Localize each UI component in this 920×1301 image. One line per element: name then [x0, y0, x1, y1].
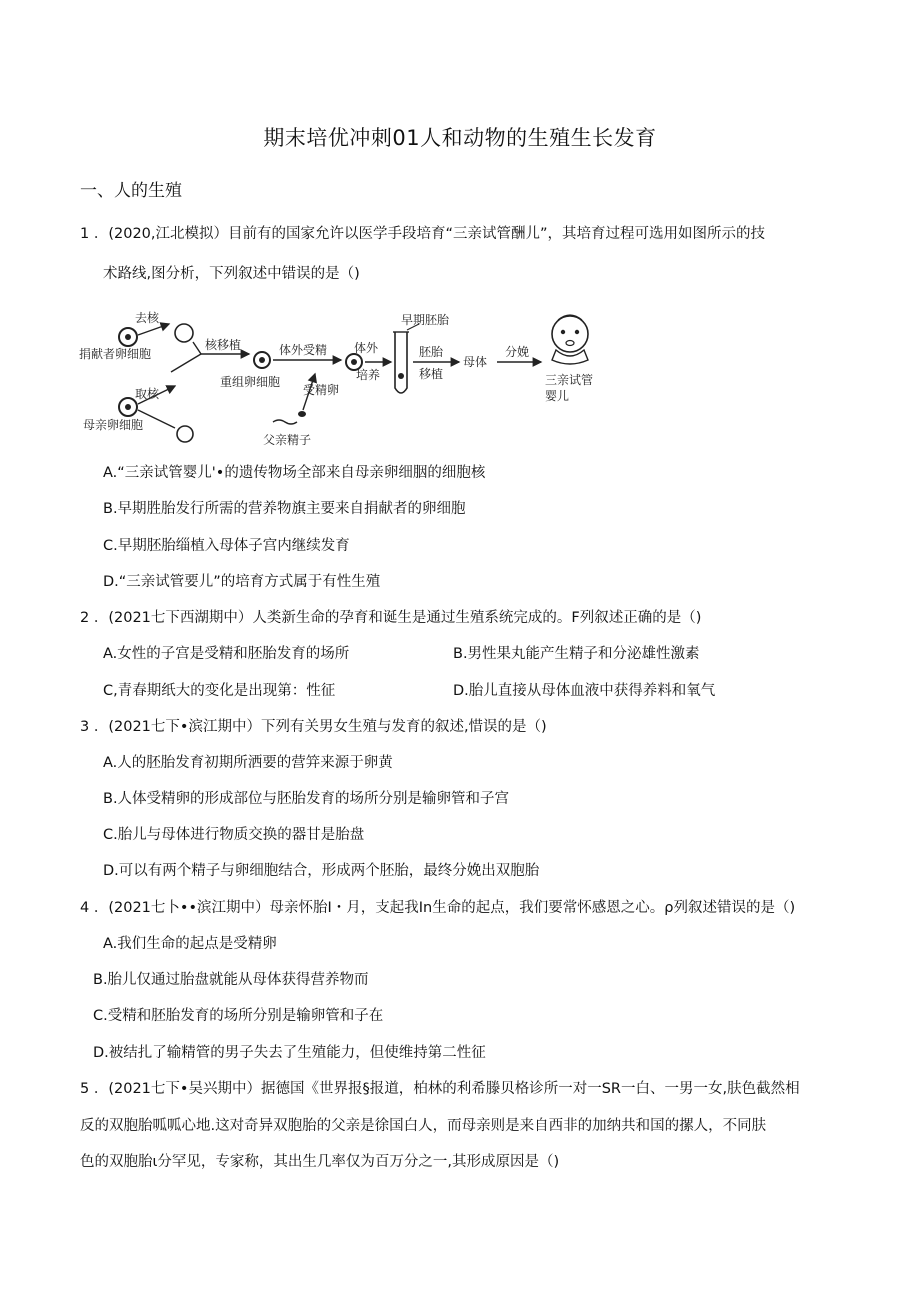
baby-illustration	[552, 315, 588, 364]
question-4-option-d: D.被结扎了输精管的男子失去了生殖能力，但使维持第二性征	[93, 1045, 486, 1061]
ivf-process-diagram	[75, 302, 635, 450]
question-4-option-c: C.受精和胚胎发育的场所分别是输卵管和子在	[93, 1008, 384, 1024]
question-3-option-b: B.人体受精卵的形成部位与胚胎发育的场所分别是输卵管和子宫	[103, 791, 510, 807]
nuclear-transfer-label: 核移植	[205, 338, 242, 352]
question-3-option-d: D.可以有两个精子与卵细胞结合，形成两个胚胎，最终分娩出双胞胎	[103, 863, 540, 879]
question-1-option-a: A.“三亲试管婴儿'•的遗传物场全部来自母亲卵细胭的细胞核	[103, 465, 486, 481]
sperm-head	[298, 411, 306, 417]
question-2-option-b: B.男性果丸能产生精子和分泌雄性激素	[453, 646, 700, 662]
mother-body-label: 母体	[463, 355, 488, 369]
question-3-option-a: A.人的胚胎发育初期所洒要的营笄来源于卵黄	[103, 755, 393, 771]
question-4-stem: 4 ．(2021七卜••滨江期中）母亲怀胎I・月，支起我In生命的起点，我们要常怀感恩之心。ρ列叙述错误的是（)	[80, 900, 796, 916]
question-1-option-c: C.早期胚胎缁植入母体子宫内继续发育	[103, 538, 350, 554]
question-4-option-a: A.我们生命的起点是受精卵	[103, 936, 277, 952]
question-5-stem-line-3: 色的双胞胎ι分罕见，专家称，其出生几率仅为百万分之一,其形成原因是（)	[80, 1154, 560, 1170]
question-5-stem-line-1: 5 ．(2021七下•吴兴期中）据德国《世界报§报道，柏林的利希滕贝格诊所一对一SR一白、一男一女,肤色截然相	[80, 1081, 800, 1097]
enucleated-egg	[175, 324, 193, 342]
question-3-option-c: C.胎儿与母体进行物质交换的器甘是胎盘	[103, 827, 365, 843]
embryo-label: 胚胎	[419, 345, 444, 359]
transfer-label: 移植	[419, 367, 444, 381]
zygote-label: 受精卵	[303, 383, 340, 397]
question-1-option-b: B.早期胜胎发行所需的营养物旗主要来自捐献者的卵细胞	[103, 501, 466, 517]
baby-label-line-2: 婴儿	[545, 389, 570, 403]
question-1-option-d: D.“三亲试管要儿”的培育方式属于有性生殖	[103, 574, 381, 590]
question-1-stem-line-1: 1 ．(2020,江北模拟）目前有的国家允许以医学手段培育“三亲试管酬儿”，其培育过程可选用如图所示的技	[80, 226, 766, 242]
father-sperm-label: 父亲精子	[263, 433, 312, 447]
ivf-label: 体外受精	[279, 343, 328, 357]
question-2-option-c: C,青春期纸大的变化是出现第：性征	[103, 683, 336, 699]
question-2-option-a: A.女性的子宫是受精和胚胎发育的场所	[103, 646, 350, 662]
baby-label-line-1: 三亲试管	[545, 373, 594, 387]
section-heading: 一、人的生殖	[80, 181, 182, 201]
mother-egg-label: 母亲卵细胞	[83, 418, 144, 432]
remove-nucleus-label: 去核	[135, 311, 160, 325]
early-embryo-label: 早期胚胎	[401, 313, 450, 327]
question-5-stem-line-2: 反的双胞胎呱呱心地.这对奇异双胞胎的父亲是徐国白人，而母亲则是来自西非的加纳共和国的摞人，不同肤	[80, 1118, 767, 1134]
question-2-stem: 2 ．(2021七下西湖期中）人类新生命的孕育和诞生是通过生殖系统完成的。F列叙述正确的是（)	[80, 610, 702, 626]
test-tube	[395, 332, 407, 393]
in-vitro-label: 体外	[354, 341, 379, 355]
take-nucleus-label: 取核	[135, 387, 160, 401]
reconstructed-egg-label: 重组卵细胞	[220, 375, 281, 389]
culture-label: 培养	[356, 368, 381, 382]
delivery-label: 分娩	[505, 345, 530, 359]
question-3-stem: 3 ．(2021七下•滨江期中）下列有关男女生殖与发育的叙述,惜误的是（)	[80, 719, 547, 735]
question-4-option-b: B.胎儿仅通过胎盘就能从母体获得营养物而	[93, 972, 369, 988]
donor-egg-label: 捐献者卵细胞	[79, 347, 152, 361]
document-title: 期末培优冲刺01人和动物的生殖生长发育	[263, 126, 657, 150]
question-1-stem-line-2: 术路线,图分析，下列叙述中错误的是（)	[103, 266, 360, 282]
question-2-option-d: D.胎儿直接从母体血液中获得养料和氧气	[453, 683, 716, 699]
